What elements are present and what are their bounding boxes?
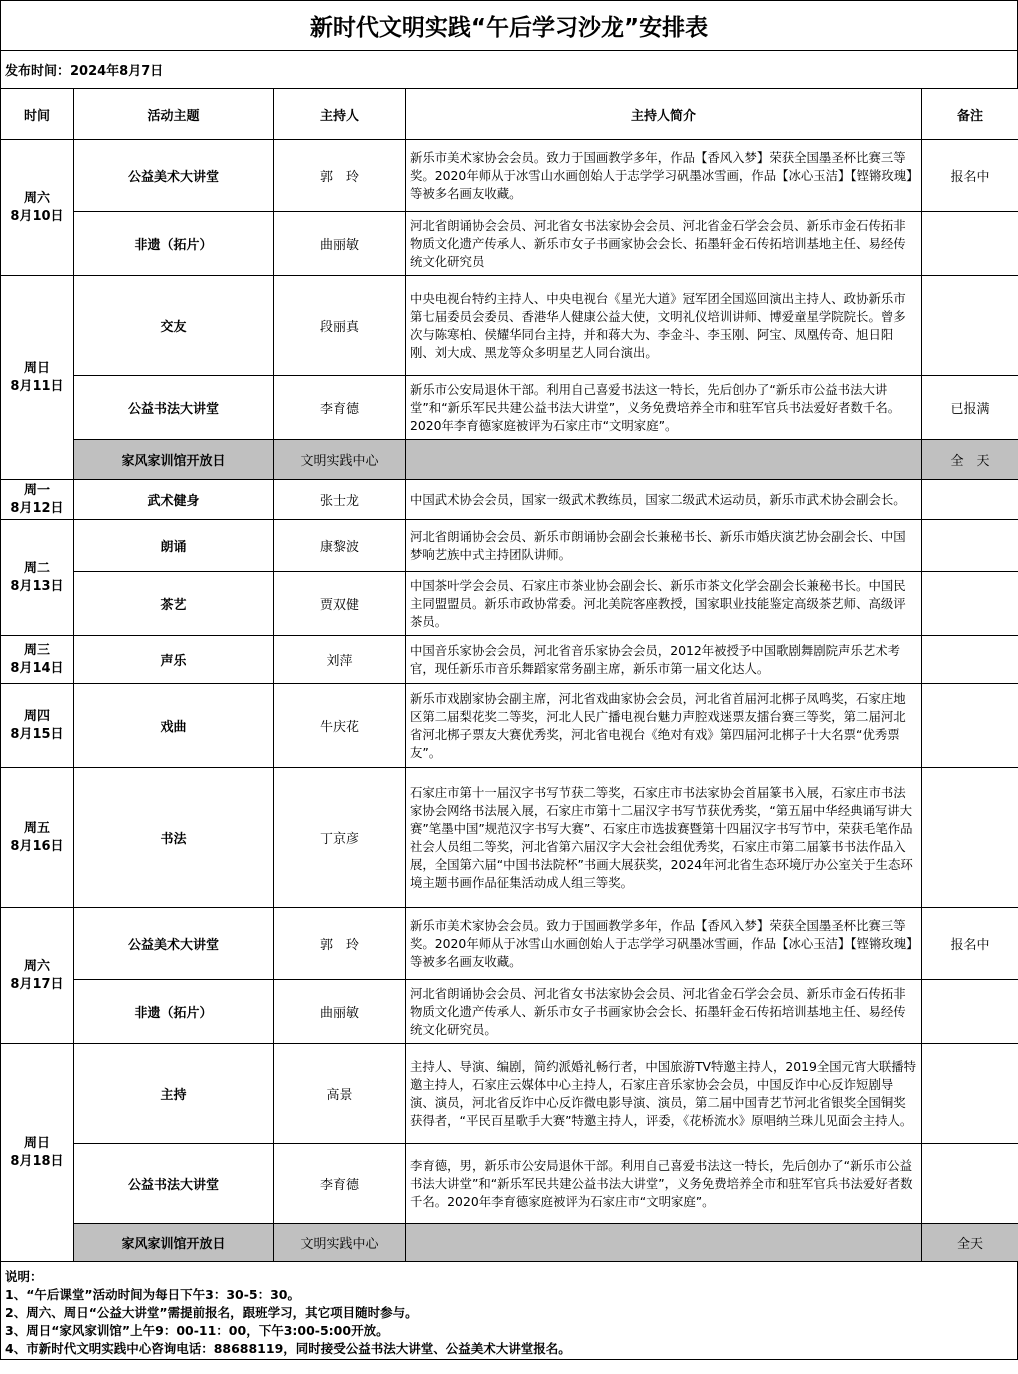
note-cell	[922, 572, 1018, 636]
theme-cell: 交友	[74, 276, 274, 376]
table-row	[1, 140, 1018, 212]
bio-cell: 河北省朗诵协会会员、河北省女书法家协会会员、河北省金石学会会员、新乐市金石传拓非物质文化遗产传承人、新乐市女子书画家协会会长、拓墨轩金石传拓培训基地主任、易经传统文化研究员	[406, 212, 922, 276]
bio-cell	[406, 1224, 922, 1262]
publish-date: 发布时间：2024年8月7日	[0, 50, 1018, 88]
table-row	[1, 440, 1018, 480]
header-row	[1, 89, 1018, 140]
theme-cell: 武术健身	[74, 480, 274, 520]
theme-cell: 戏曲	[74, 684, 274, 768]
theme-cell: 主持	[74, 1044, 274, 1144]
table-row	[1, 1044, 1018, 1144]
table-row	[1, 980, 1018, 1044]
bio-cell: 李育德，男，新乐市公安局退休干部。利用自己喜爱书法这一特长，先后创办了“新乐市公益书法大讲堂”和“新乐军民共建公益书法大讲堂”，义务免费培养全市和驻军官兵书法爱好者数千名。2020年李育德家庭被评为石家庄市“文明家庭”。	[406, 1144, 922, 1224]
table-row	[1, 908, 1018, 980]
host-cell: 高景	[274, 1044, 406, 1144]
host-cell: 李育德	[274, 376, 406, 440]
bio-cell: 河北省朗诵协会会员、新乐市朗诵协会副会长兼秘书长、新乐市婚庆演艺协会副会长、中国梦响艺族中式主持团队讲师。	[406, 520, 922, 572]
table-row	[1, 1144, 1018, 1224]
day-cell: 周日 8月11日	[1, 276, 74, 480]
theme-cell: 公益美术大讲堂	[74, 140, 274, 212]
header-note: 备注	[922, 89, 1018, 140]
bio-cell: 新乐市美术家协会会员。致力于国画教学多年，作品【香风入梦】荣获全国墨圣杯比赛三等奖。2020年师从于冰雪山水画创始人于志学学习矾墨冰雪画，作品【冰心玉洁】【铿锵玫瑰】等被多名画友收藏。	[406, 908, 922, 980]
host-cell: 丁京彦	[274, 768, 406, 908]
note-cell	[922, 980, 1018, 1044]
bio-cell	[406, 440, 922, 480]
table-row	[1, 1224, 1018, 1262]
day-cell: 周六 8月17日	[1, 908, 74, 1044]
table-row	[1, 572, 1018, 636]
note-cell: 报名中	[922, 140, 1018, 212]
note-cell	[922, 520, 1018, 572]
bio-cell: 中央电视台特约主持人、中央电视台《星光大道》冠军团全国巡回演出主持人、政协新乐市第七届委员会委员、香港华人健康公益大使，文明礼仪培训讲师、博爱童星学院院长。曾多次与陈寒柏、侯耀华同台主持，并和蒋大为、李金斗、李玉刚、阿宝、凤凰传奇、旭日阳刚、刘大成、黑龙等众多明星艺人同台演出。	[406, 276, 922, 376]
note-cell: 已报满	[922, 376, 1018, 440]
table-row	[1, 636, 1018, 684]
note-cell	[922, 636, 1018, 684]
bio-cell: 中国武术协会会员，国家一级武术教练员，国家二级武术运动员，新乐市武术协会副会长。	[406, 480, 922, 520]
footer-line: 1、“午后课堂”活动时间为每日下午3：30-5：30。	[5, 1287, 301, 1302]
host-cell: 李育德	[274, 1144, 406, 1224]
theme-cell: 公益书法大讲堂	[74, 376, 274, 440]
note-cell: 报名中	[922, 908, 1018, 980]
bio-cell: 河北省朗诵协会会员、河北省女书法家协会会员、河北省金石学会会员、新乐市金石传拓非物质文化遗产传承人、新乐市女子书画家协会会长、拓墨轩金石传拓培训基地主任、易经传统文化研究员。	[406, 980, 922, 1044]
table-row	[1, 376, 1018, 440]
header-theme: 活动主题	[74, 89, 274, 140]
host-cell: 文明实践中心	[274, 1224, 406, 1262]
day-cell: 周日 8月18日	[1, 1044, 74, 1262]
day-cell: 周三 8月14日	[1, 636, 74, 684]
theme-cell: 家风家训馆开放日	[74, 1224, 274, 1262]
bio-cell: 石家庄市第十一届汉字书写节获二等奖，石家庄市书法家协会首届篆书入展，石家庄市书法家协会网络书法展入展，石家庄市第十二届汉字书写节获优秀奖，“第五届中华经典诵写讲大赛”笔墨中国”规范汉字书写大赛”、石家庄市选拔赛暨第十四届汉字书写节中，荣获毛笔作品社会人员组二等奖，河北省第六届汉字大会社会组优秀奖，石家庄市第二届篆书书法作品入展，全国第六届“中国书法院杯”书画大展获奖，2024年河北省生态环境厅办公室关于生态环境主题书画作品征集活动成人组三等奖。	[406, 768, 922, 908]
host-cell: 张士龙	[274, 480, 406, 520]
theme-cell: 家风家训馆开放日	[74, 440, 274, 480]
note-cell	[922, 276, 1018, 376]
table-row	[1, 520, 1018, 572]
note-cell	[922, 768, 1018, 908]
bio-cell: 主持人、导演、编剧，简约派婚礼畅行者，中国旅游TV特邀主持人，2019全国元宵大联播特邀主持人，石家庄云媒体中心主持人，石家庄音乐家协会会员，中国反诈中心反诈短剧导演、演员，河北省反诈中心反诈微电影导演、演员，第二届中国青艺节河北省银奖全国铜奖获得者，“平民百星歌手大赛”特邀主持人，评委，《花桥流水》原唱纳兰珠儿见面会主持人。	[406, 1044, 922, 1144]
footer-heading: 说明：	[5, 1269, 43, 1284]
table-row	[1, 768, 1018, 908]
footer-line: 3、周日“家风家训馆”上午9：00-11：00，下午3:00-5:00开放。	[5, 1323, 389, 1338]
host-cell: 曲丽敏	[274, 980, 406, 1044]
footer-notes	[0, 1262, 1018, 1360]
note-cell	[922, 212, 1018, 276]
host-cell: 贾双健	[274, 572, 406, 636]
header-bio: 主持人简介	[406, 89, 922, 140]
host-cell: 段丽真	[274, 276, 406, 376]
note-cell: 全 天	[922, 440, 1018, 480]
note-cell: 全天	[922, 1224, 1018, 1262]
note-cell	[922, 480, 1018, 520]
table-row	[1, 480, 1018, 520]
page-title: 新时代文明实践“午后学习沙龙”安排表	[0, 0, 1018, 50]
header-host: 主持人	[274, 89, 406, 140]
host-cell: 曲丽敏	[274, 212, 406, 276]
host-cell: 郭 玲	[274, 140, 406, 212]
theme-cell: 朗诵	[74, 520, 274, 572]
footer-line: 2、周六、周日“公益大讲堂”需提前报名，跟班学习，其它项目随时参与。	[5, 1305, 418, 1320]
day-cell: 周二 8月13日	[1, 520, 74, 636]
bio-cell: 中国茶叶学会会员、石家庄市茶业协会副会长、新乐市茶文化学会副会长兼秘书长。中国民主同盟盟员。新乐市政协常委。河北美院客座教授，国家职业技能鉴定高级茶艺师、高级评茶员。	[406, 572, 922, 636]
theme-cell: 非遗（拓片）	[74, 980, 274, 1044]
table-row	[1, 212, 1018, 276]
host-cell: 康黎波	[274, 520, 406, 572]
bio-cell: 新乐市公安局退休干部。利用自己喜爱书法这一特长，先后创办了“新乐市公益书法大讲堂”和“新乐军民共建公益书法大讲堂”，义务免费培养全市和驻军官兵书法爱好者数千名。2020年李育德家庭被评为石家庄市“文明家庭”。	[406, 376, 922, 440]
host-cell: 牛庆花	[274, 684, 406, 768]
theme-cell: 声乐	[74, 636, 274, 684]
note-cell	[922, 1044, 1018, 1144]
theme-cell: 公益美术大讲堂	[74, 908, 274, 980]
theme-cell: 公益书法大讲堂	[74, 1144, 274, 1224]
header-time: 时间	[1, 89, 74, 140]
day-cell: 周一 8月12日	[1, 480, 74, 520]
host-cell: 刘萍	[274, 636, 406, 684]
theme-cell: 书法	[74, 768, 274, 908]
host-cell: 文明实践中心	[274, 440, 406, 480]
day-cell: 周六 8月10日	[1, 140, 74, 276]
bio-cell: 新乐市戏剧家协会副主席，河北省戏曲家协会会员，河北省首届河北梆子凤鸣奖，石家庄地区第二届梨花奖二等奖，河北人民广播电视台魅力声腔戏迷票友擂台赛三等奖，第二届河北省河北梆子票友大赛优秀奖，河北省电视台《绝对有戏》第四届河北梆子十大名票“优秀票友”。	[406, 684, 922, 768]
host-cell: 郭 玲	[274, 908, 406, 980]
bio-cell: 新乐市美术家协会会员。致力于国画教学多年，作品【香风入梦】荣获全国墨圣杯比赛三等奖。2020年师从于冰雪山水画创始人于志学学习矾墨冰雪画，作品【冰心玉洁】【铿锵玫瑰】等被多名画友收藏。	[406, 140, 922, 212]
note-cell	[922, 684, 1018, 768]
table-row	[1, 276, 1018, 376]
note-cell	[922, 1144, 1018, 1224]
theme-cell: 非遗（拓片）	[74, 212, 274, 276]
theme-cell: 茶艺	[74, 572, 274, 636]
table-row	[1, 684, 1018, 768]
day-cell: 周四 8月15日	[1, 684, 74, 768]
schedule-table	[0, 88, 1018, 1262]
day-cell: 周五 8月16日	[1, 768, 74, 908]
bio-cell: 中国音乐家协会会员，河北省音乐家协会会员，2012年被授予中国歌剧舞剧院声乐艺术考官，现任新乐市音乐舞蹈家常务副主席，新乐市第一届文化达人。	[406, 636, 922, 684]
footer-line: 4、市新时代文明实践中心咨询电话：88688119，同时接受公益书法大讲堂、公益美术大讲堂报名。	[5, 1341, 571, 1356]
